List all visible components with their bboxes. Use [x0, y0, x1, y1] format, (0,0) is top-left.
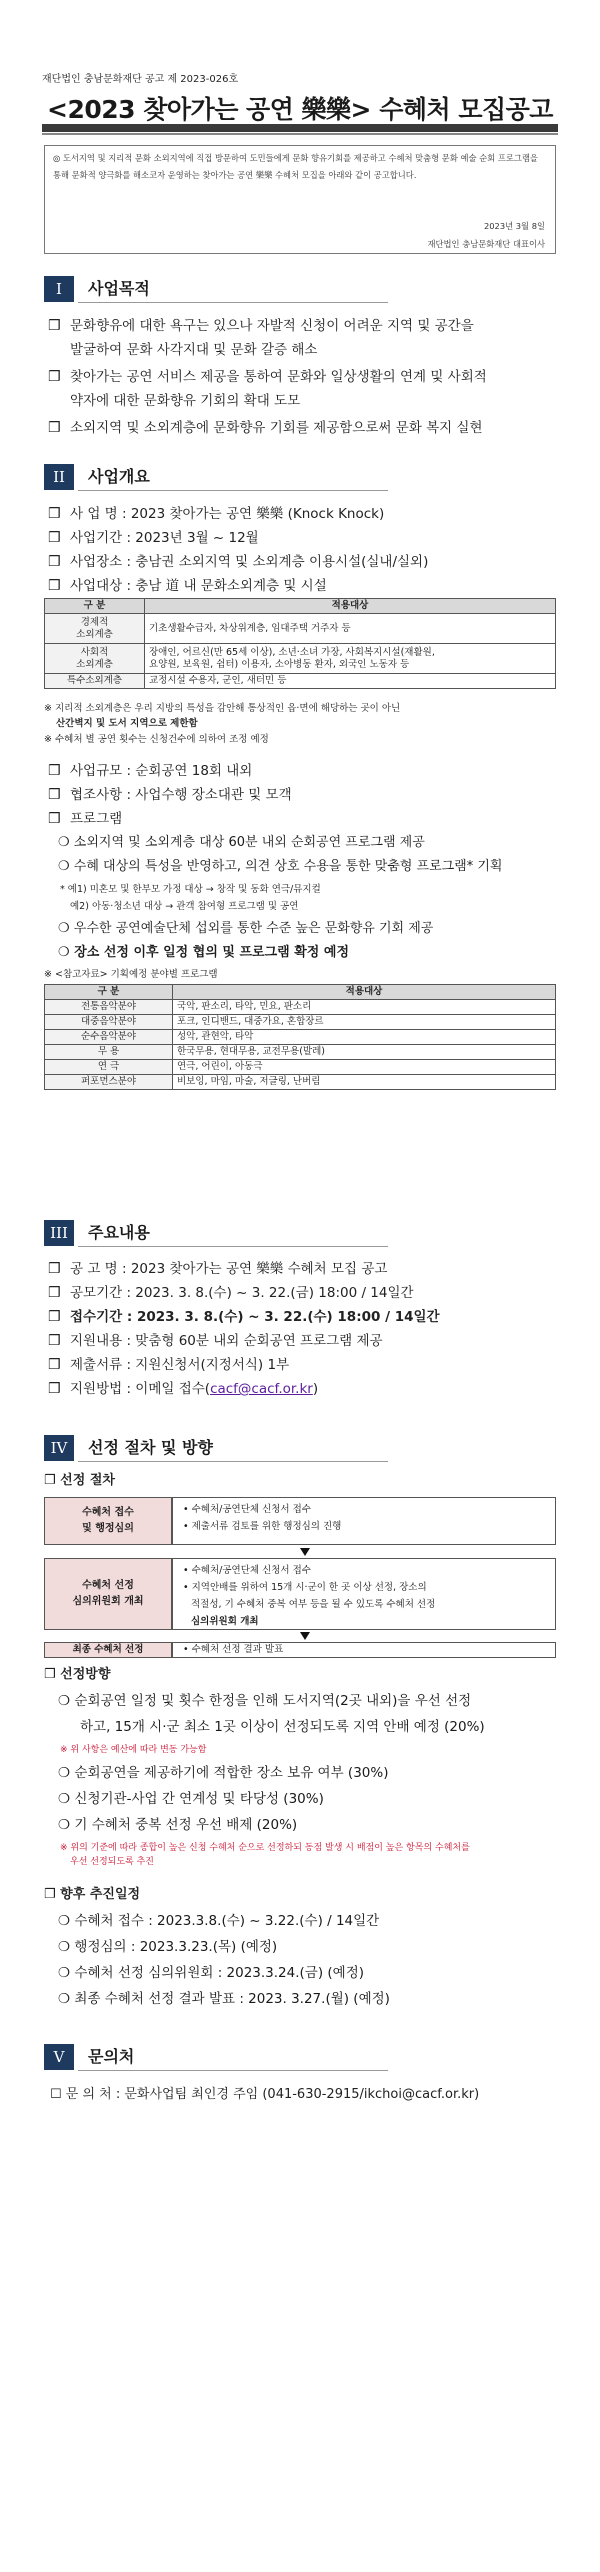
direction-item-1-cont: 하고, 15개 시·군 최소 1곳 이상이 선정되도록 지역 안배 예정 (20%)	[80, 1719, 485, 1735]
overview-item-target: ❒ 사업대상 : 충남 道 내 문화소외계층 및 시설	[48, 578, 327, 594]
table-cell: 교정시설 수용자, 군인, 새터민 등	[145, 674, 556, 689]
flow-step-2-label: 수혜처 선정 심의위원회 개최	[44, 1558, 172, 1630]
section-title: 문의처	[88, 2047, 135, 2066]
subsection-schedule: ❒ 향후 추진일정	[44, 1887, 141, 1902]
table-header: 구 분	[45, 599, 145, 614]
section-4-header	[44, 1433, 556, 1461]
table-cell: 연 극	[45, 1060, 173, 1075]
note-geographic-cont: 산간벽지 및 도서 지역으로 제한함	[56, 718, 198, 729]
content-item-notice: ❒ 공 고 명 : 2023 찾아가는 공연 樂樂 수혜처 모집 공고	[48, 1261, 388, 1277]
section-3-header	[44, 1218, 556, 1246]
flow-arrow-icon	[300, 1548, 310, 1556]
section-1-header	[44, 274, 556, 302]
section-number: V	[44, 2044, 74, 2070]
flow-step-1-label: 수혜처 접수 및 행정심의	[44, 1497, 172, 1545]
purpose-item-2-cont: 약자에 대한 문화향유 기회의 확대 도모	[70, 393, 301, 409]
title-divider	[42, 124, 558, 132]
content-item-reception: ❒ 접수기간 : 2023. 3. 8.(수) ~ 3. 22.(수) 18:00 / 14일간	[48, 1309, 440, 1325]
flow-step-1-line: • 수혜처/공연단체 신청서 접수	[183, 1504, 311, 1515]
table-cell: 성악, 관현악, 타악	[173, 1030, 556, 1045]
checkbox-bullet-icon: ❒	[48, 318, 61, 334]
program-item-4: ❍ 장소 선정 이후 일정 협의 및 프로그램 확정 예정	[58, 945, 349, 960]
email-link[interactable]: cacf@cacf.or.kr	[210, 1381, 313, 1397]
table-header: 적용대상	[173, 985, 556, 1000]
checkbox-bullet-icon: ❒	[48, 420, 61, 436]
section-5-header	[44, 2042, 556, 2070]
flow-step-2-detail	[172, 1558, 556, 1630]
intro-box	[44, 145, 556, 254]
section-number: IV	[44, 1435, 74, 1461]
content-item-support: ❒ 지원내용 : 맞춤형 60분 내외 순회공연 프로그램 제공	[48, 1333, 383, 1349]
title-divider-thin	[42, 133, 558, 135]
purpose-item-3: ❒ 소외지역 및 소외계층에 문화향유 기회를 제공함으로써 문화 복지 실현	[48, 417, 558, 439]
table-cell: 전통음악분야	[45, 1000, 173, 1015]
table-cell: 퍼포먼스분야	[45, 1075, 173, 1090]
intro-org: 재단법인 충남문화재단 대표이사	[427, 239, 545, 249]
section-underline	[78, 1246, 388, 1247]
section-underline	[78, 2070, 388, 2071]
flow-step-2-line: 적절성, 기 수혜처 중복 여부 등을 될 수 있도록 수혜처 선정	[191, 1599, 436, 1610]
table-cell: 무 용	[45, 1045, 173, 1060]
overview-item-place: ❒ 사업장소 : 충남권 소외지역 및 소외계층 이용시설(실내/실외)	[48, 554, 429, 570]
content-item-method: ❒ 지원방법 : 이메일 접수(cacf@cacf.or.kr)	[48, 1381, 319, 1397]
section-title: 주요내용	[88, 1223, 150, 1242]
checkbox-bullet-icon: ❒	[48, 369, 61, 385]
section-title: 선정 절차 및 방향	[88, 1438, 213, 1457]
schedule-item-3: ❍ 수혜처 선정 심의위원회 : 2023.3.24.(금) (예정)	[58, 1965, 365, 1981]
contact-info: ☐ 문 의 처 : 문화사업팀 최인경 주임 (041-630-2915/ikchoi@cacf.or.kr)	[50, 2087, 480, 2102]
section-number: I	[44, 276, 74, 302]
subsection-direction: ❒ 선정방향	[44, 1667, 111, 1682]
flow-arrow-icon	[300, 1632, 310, 1640]
section-underline	[78, 1461, 388, 1462]
table-cell: 국악, 판소리, 타악, 민요, 판소리	[173, 1000, 556, 1015]
direction-note-2-cont: 우선 선정되도록 추진	[70, 1857, 154, 1867]
note-geographic: ※ 지리적 소외계층은 우리 지방의 특성을 감안해 통상적인 읍·면에 해당하는 곳이 아닌	[44, 703, 401, 714]
notice-number: 재단법인 충남문화재단 공고 제 2023-026호	[42, 74, 239, 85]
program-genre-table	[44, 984, 556, 1090]
direction-item-2: ❍ 순회공연을 제공하기에 적합한 장소 보유 여부 (30%)	[58, 1765, 389, 1781]
overview-item-cooperation: ❒ 협조사항 : 사업수행 장소대관 및 모객	[48, 787, 292, 803]
flow-step-2-line: • 지역안배를 위하여 15개 시·군이 한 곳 이상 선정, 장소의	[183, 1582, 427, 1593]
flow-step-1-detail	[172, 1497, 556, 1545]
table-cell: 비보잉, 마임, 마술, 저글링, 난버림	[173, 1075, 556, 1090]
section-2-header	[44, 462, 556, 490]
table-cell: 기초생활수급자, 차상위계층, 임대주택 거주자 등	[145, 614, 556, 644]
table-cell: 경제적 소외계층	[45, 614, 145, 644]
content-item-period: ❒ 공모기간 : 2023. 3. 8.(수) ~ 3. 22.(금) 18:00 / 14일간	[48, 1285, 414, 1301]
intro-date: 2023년 3월 8일	[484, 221, 545, 231]
schedule-item-4: ❍ 최종 수혜처 선정 결과 발표 : 2023. 3.27.(월) (예정)	[58, 1991, 390, 2007]
section-number: II	[44, 464, 74, 490]
overview-item-program: ❒ 프로그램	[48, 811, 123, 827]
direction-note: ※ 위 사항은 예산에 따라 변동 가능함	[60, 1745, 207, 1755]
program-item-2: ❍ 수혜 대상의 특성을 반영하고, 의견 상호 수용을 통한 맞춤형 프로그램* 기획	[58, 859, 503, 874]
table-cell: 장애인, 어르신(만 65세 이상), 소년·소녀 가장, 사회복지시설(재활원, 요양원, 보육원, 쉼터) 이용자, 소아병동 환자, 외국인 노동자 등	[145, 644, 556, 674]
table-cell: 포크, 인디밴드, 대중가요, 혼합장르	[173, 1015, 556, 1030]
section-underline	[78, 302, 388, 303]
flow-step-2-line: • 수혜처/공연단체 신청서 접수	[183, 1565, 311, 1576]
table-header: 적용대상	[145, 599, 556, 614]
overview-item-name: ❒ 사 업 명 : 2023 찾아가는 공연 樂樂 (Knock Knock)	[48, 506, 385, 522]
flow-final-detail: • 수혜처 선정 결과 발표	[172, 1642, 556, 1658]
overview-item-period: ❒ 사업기간 : 2023년 3월 ~ 12월	[48, 530, 259, 546]
table-cell: 연극, 어린이, 아동극	[173, 1060, 556, 1075]
section-underline	[78, 490, 388, 491]
table-cell: 한국무용, 현대무용, 교전무용(발레)	[173, 1045, 556, 1060]
flow-final-label: 최종 수혜처 선정	[44, 1642, 172, 1658]
direction-item-4: ❍ 기 수혜처 중복 선정 우선 배제 (20%)	[58, 1817, 298, 1833]
table-cell: 순수음악분야	[45, 1030, 173, 1045]
direction-note-2: ※ 위의 기준에 따라 종합이 높은 신청 수혜처 순으로 선정하되 동점 발생 시 배점이 높은 항목의 수혜처를	[60, 1843, 470, 1853]
section-title: 사업목적	[88, 279, 150, 298]
page-title: <2023 찾아가는 공연 樂樂> 수혜처 모집공고	[47, 95, 553, 124]
table-cell: 사회적 소외계층	[45, 644, 145, 674]
schedule-item-1: ❍ 수혜처 접수 : 2023.3.8.(수) ~ 3.22.(수) / 14일간	[58, 1913, 380, 1929]
table-cell: 대중음악분야	[45, 1015, 173, 1030]
section-number: III	[44, 1220, 74, 1246]
program-example-2: 예2) 아동·청소년 대상 → 관객 참여형 프로그램 및 공연	[70, 901, 299, 912]
program-item-3: ❍ 우수한 공연예술단체 섭외를 통한 수준 높은 문화향유 기회 제공	[58, 921, 434, 936]
subsection-procedure: ❒ 선정 절차	[44, 1473, 115, 1488]
direction-item-3: ❍ 신청기관-사업 간 연계성 및 타당성 (30%)	[58, 1791, 324, 1807]
target-table	[44, 598, 556, 689]
flow-step-1-line: • 제출서류 검토를 위한 행정심의 진행	[183, 1521, 342, 1532]
flow-step-2-line: 심의위원회 개최	[191, 1616, 259, 1627]
content-item-documents: ❒ 제출서류 : 지원신청서(지정서식) 1부	[48, 1357, 290, 1373]
table-header: 구 분	[45, 985, 173, 1000]
table-cell: 특수소외계층	[45, 674, 145, 689]
note-performance-count: ※ 수혜처 별 공연 횟수는 신청건수에 의하여 조정 예정	[44, 734, 269, 745]
program-example-1: * 예1) 미혼모 및 한부모 가정 대상 → 창작 및 동화 연극/뮤지컬	[60, 884, 321, 895]
purpose-item-2: ❒ 찾아가는 공연 서비스 제공을 통하여 문화와 일상생활의 연계 및 사회적	[48, 366, 558, 388]
section-title: 사업개요	[88, 467, 150, 486]
direction-item-1: ❍ 순회공연 일정 및 횟수 한정을 인해 도서지역(2곳 내외)을 우선 선정	[58, 1693, 472, 1709]
program-item-1: ❍ 소외지역 및 소외계층 대상 60분 내외 순회공연 프로그램 제공	[58, 835, 425, 850]
purpose-item-1-cont: 발굴하여 문화 사각지대 및 문화 갈증 해소	[70, 342, 318, 358]
schedule-item-2: ❍ 행정심의 : 2023.3.23.(목) (예정)	[58, 1939, 278, 1955]
intro-text: ◎ 도서지역 및 지리적 문화 소외지역에 직접 방문하여 도민들에게 문화 향유기회를 제공하고 수혜처 맞춤형 문화 예술 순회 프로그램을 통해 문화적 양극화를 해소코자 운영하는 찾아가는 공연 樂樂 수혜처 모집을 아래와 같이 공고합니다.	[53, 153, 538, 180]
reference-note: ※ <참고자료> 기획예정 분야별 프로그램	[44, 969, 218, 980]
overview-item-scale: ❒ 사업규모 : 순회공연 18회 내외	[48, 763, 253, 779]
purpose-item-1: ❒ 문화향유에 대한 욕구는 있으나 자발적 신청이 어려운 지역 및 공간을	[48, 315, 558, 337]
